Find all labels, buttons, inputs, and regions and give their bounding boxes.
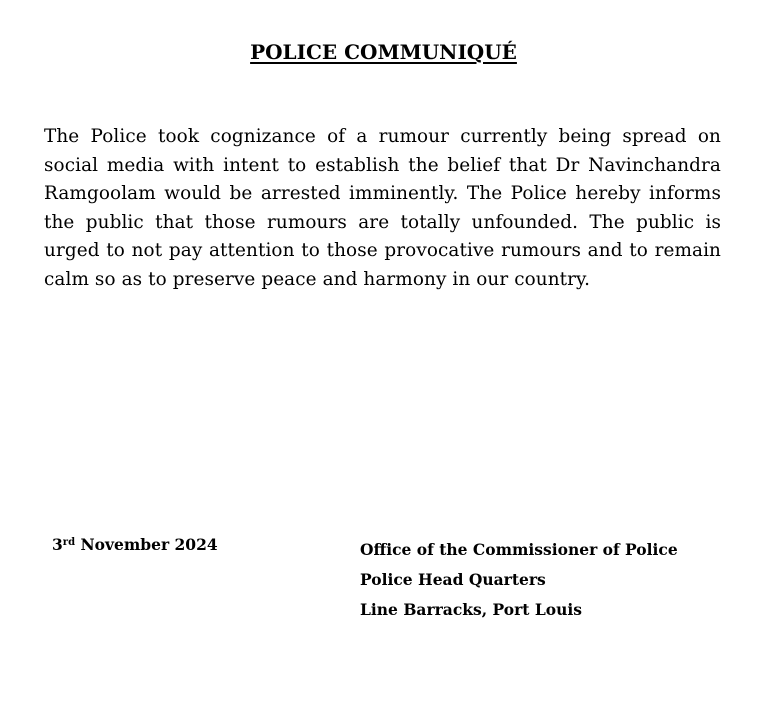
office-name: Office of the Commissioner of Police	[360, 540, 678, 559]
date-day-suffix: rd	[62, 537, 76, 548]
office-headquarters: Police Head Quarters	[360, 570, 546, 589]
office-signature-block	[360, 535, 678, 625]
communique-date	[52, 535, 218, 554]
date-day: 3	[52, 535, 63, 554]
office-address: Line Barracks, Port Louis	[360, 600, 582, 619]
date-month-year: November 2024	[80, 535, 218, 554]
communique-title: POLICE COMMUNIQUÉ	[250, 40, 517, 64]
communique-body: The Police took cognizance of a rumour currently being spread on social media with intent to establish the belief that Dr Navinchandra Ramgoolam would be arrested imminently. The Police hereby informs the public that those rumours are totally unfounded. The public is urged to not pay attention to those provocative rumours and to remain calm so as to preserve peace and harmony in our country.	[44, 126, 721, 290]
